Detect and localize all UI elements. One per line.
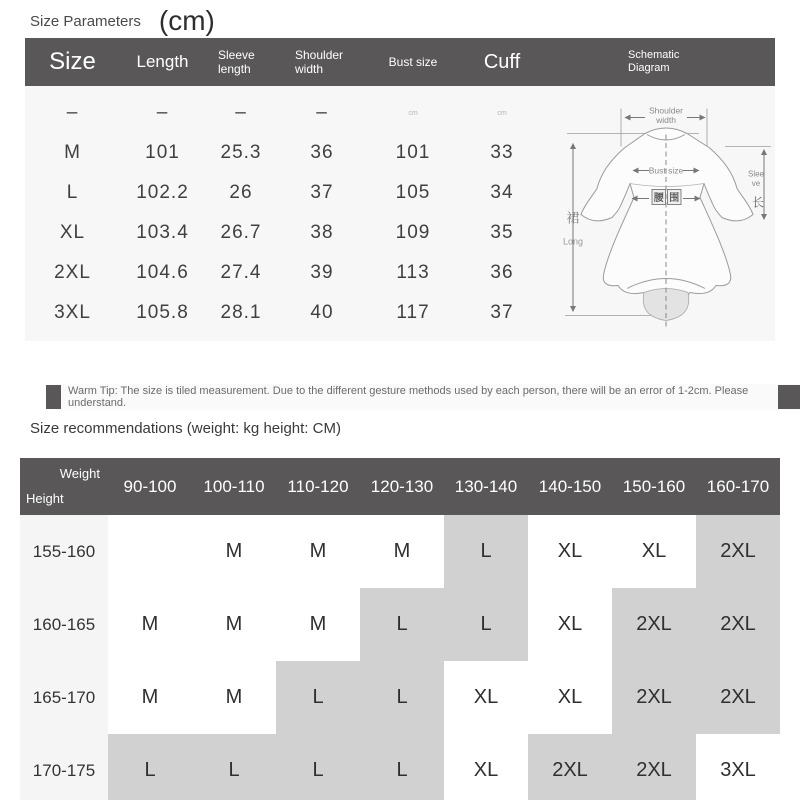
size-recommendation-cell: XL (528, 661, 612, 734)
size-cell: 40 (310, 302, 334, 323)
size-recommendation-cell: L (360, 734, 444, 800)
sleeve-label-line1: Slee (747, 169, 765, 179)
size-cell: 103.4 (136, 222, 189, 243)
dress-schematic-drawing (549, 88, 789, 334)
column-header-length: Length (136, 51, 189, 71)
rec-table-row (20, 661, 780, 734)
rec-header-cols (108, 458, 780, 515)
size-recommendation-cell: XL (444, 661, 528, 734)
size-cell: 2XL (54, 262, 91, 283)
size-cell: – (235, 102, 247, 123)
size-cell: 26 (229, 182, 253, 203)
size-recommendation-cell: 2XL (696, 588, 780, 661)
size-recommendation-cell: L (360, 661, 444, 734)
size-cell: 101 (395, 142, 431, 163)
size-cell: 101 (145, 142, 180, 163)
recommendation-heading: Size recommendations (weight: kg height: CM) (30, 420, 341, 437)
size-recommendation-cell: L (444, 588, 528, 661)
size-recommendation-cell: L (108, 734, 192, 800)
size-cell: 37 (490, 302, 514, 323)
size-parameters-table (25, 38, 775, 409)
size-cell: 26.7 (220, 222, 262, 243)
column-header-size: Size (49, 47, 96, 75)
size-recommendation-cell: M (192, 515, 276, 588)
size-recommendation-cell: 2XL (612, 588, 696, 661)
size-recommendation-cell: XL (528, 515, 612, 588)
dress-outline (581, 128, 753, 301)
size-cell: 117 (396, 302, 430, 323)
height-row-label: 155-160 (20, 515, 108, 588)
rec-table-row (20, 515, 780, 588)
column-header-bust-size: Bust size (388, 54, 438, 69)
recommendation-table (20, 458, 780, 800)
size-cell: – (316, 102, 328, 123)
weight-column-header: 120-130 (370, 476, 434, 496)
tip-right-square (778, 385, 800, 409)
size-cell: – (66, 102, 79, 123)
weight-column-header: 100-110 (203, 476, 265, 496)
waist-label-char1: 腰 (653, 193, 664, 204)
size-cell: 38 (310, 222, 334, 243)
size-recommendation-cell: L (192, 734, 276, 800)
warm-tip-text: Warm Tip: The size is tiled measurement. Due to the different gesture methods used by each person, there will be an error of 1-2cm. Please understand. (68, 385, 749, 409)
size-cell: 109 (395, 222, 431, 243)
size-recommendation-cell: M (276, 515, 360, 588)
waist-label-char2: 围 (669, 193, 680, 204)
size-recommendation-cell: XL (528, 588, 612, 661)
size-cell: cm (497, 109, 507, 117)
corner-height-label: Height (26, 491, 64, 506)
page-title (30, 5, 215, 37)
size-cell: 113 (396, 262, 430, 283)
sleeve-label-line2: ve (751, 179, 761, 188)
size-recommendation-cell: M (192, 588, 276, 661)
size-cell: 35 (490, 222, 514, 243)
size-recommendation-cell: 3XL (696, 734, 780, 800)
size-recommendation-cell: M (360, 515, 444, 588)
height-row-label: 160-165 (20, 588, 108, 661)
column-header-shoulder-width: Shoulder width (295, 47, 344, 76)
corner-weight-label: Weight (59, 466, 100, 481)
skirt-cn-label: 裙 (566, 210, 580, 226)
size-recommendation-cell: L (360, 588, 444, 661)
size-cell: 27.4 (220, 262, 262, 283)
warm-tip-bar (50, 384, 800, 410)
size-cell: M (64, 142, 81, 163)
size-recommendation-cell: M (192, 661, 276, 734)
unit-label: (cm) (158, 5, 215, 36)
size-cell: cm (408, 109, 418, 117)
shoulder-width-label-line1: Shoulder (648, 105, 684, 116)
size-table-body (25, 86, 775, 341)
size-cell: 34 (490, 182, 514, 203)
weight-column-header: 150-160 (622, 476, 686, 496)
size-recommendation-cell: 2XL (696, 515, 780, 588)
size-table-row (25, 173, 545, 213)
size-recommendation-cell: 2XL (696, 661, 780, 734)
rec-table-row (20, 588, 780, 661)
size-recommendation-cell: XL (612, 515, 696, 588)
size-recommendation-cell: 2XL (612, 661, 696, 734)
size-cell: 28.1 (220, 302, 262, 323)
size-recommendation-cell: M (276, 588, 360, 661)
size-cell: 105 (395, 182, 431, 203)
size-cell: 36 (310, 142, 334, 163)
weight-column-header: 110-120 (287, 476, 349, 496)
size-recommendation-cell: 2XL (528, 734, 612, 800)
height-row-label: 170-175 (20, 734, 108, 800)
recommendation-table-header (20, 458, 780, 515)
size-table-header (25, 38, 775, 86)
size-recommendation-cell: 2XL (612, 734, 696, 800)
size-table-row (25, 293, 545, 333)
size-recommendation-cell: M (108, 661, 192, 734)
page-title-label: Size Parameters (30, 12, 141, 30)
size-table-row (25, 133, 545, 173)
size-cell: L (66, 182, 79, 203)
schematic-diagram (549, 88, 789, 334)
size-recommendation-cell: XL (444, 734, 528, 800)
size-table-row (25, 213, 545, 253)
corner-cell (20, 458, 108, 515)
size-recommendation-cell: M (108, 588, 192, 661)
rec-table-row (20, 734, 780, 800)
long-label: Long (562, 236, 584, 247)
height-row-label: 165-170 (20, 661, 108, 734)
size-cell: 105.8 (136, 302, 189, 323)
weight-column-header: 160-170 (706, 476, 770, 496)
size-recommendation-cell (108, 515, 192, 588)
size-cell: 37 (310, 182, 334, 203)
size-recommendation-cell: L (444, 515, 528, 588)
size-recommendation-cell: L (276, 734, 360, 800)
size-cell: 33 (490, 142, 514, 163)
size-cell: 25.3 (220, 142, 262, 163)
size-cell: XL (59, 222, 86, 243)
size-recommendation-cell: L (276, 661, 360, 734)
weight-column-header: 140-150 (538, 476, 602, 496)
size-table-row (25, 93, 545, 133)
shoulder-width-label-line2: width (656, 115, 676, 125)
column-header-schematic-diagram: Schematic Diagram (628, 48, 680, 74)
size-cell: 102.2 (136, 182, 189, 203)
tip-left-square (46, 385, 61, 409)
size-cell: – (156, 102, 169, 123)
rec-table-rows (20, 515, 780, 800)
column-header-sleeve-length: Sleeve length (218, 47, 255, 76)
size-cell: 39 (310, 262, 334, 283)
size-cell: 3XL (54, 302, 91, 323)
weight-column-header: 90-100 (123, 476, 177, 496)
length-cn-label: 长 (751, 195, 765, 210)
size-cell: 36 (490, 262, 514, 283)
bust-size-label: Bust size (648, 165, 684, 176)
size-cell: 104.6 (136, 262, 189, 283)
column-header-cuff: Cuff (483, 51, 521, 73)
size-table-row (25, 253, 545, 293)
weight-column-header: 130-140 (454, 476, 518, 496)
